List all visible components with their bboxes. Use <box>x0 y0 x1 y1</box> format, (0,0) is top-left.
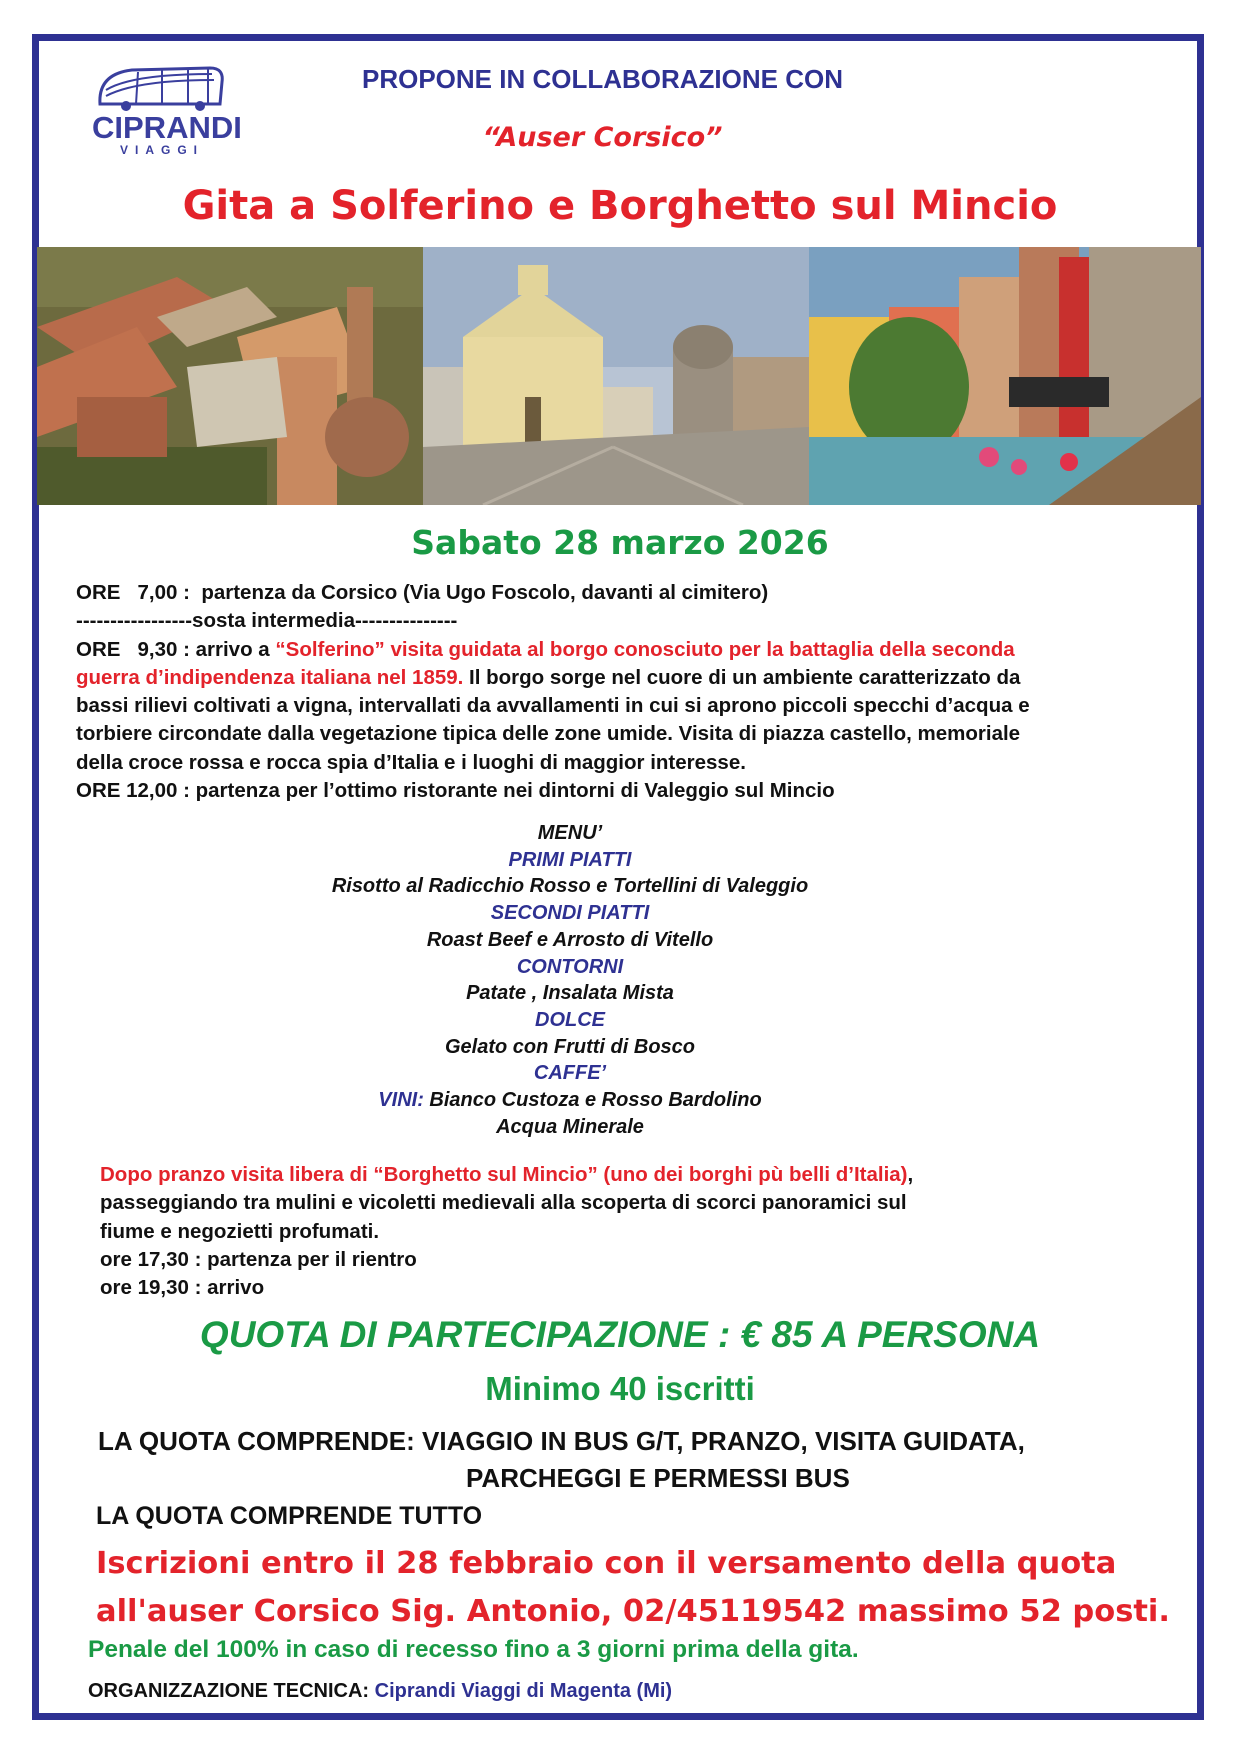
aerial-village-photo <box>37 247 423 505</box>
menu-primi: Risotto al Radicchio Rosso e Tortellini di Valeggio <box>331 875 809 898</box>
afternoon-line-2: passeggiando tra mulini e vicoletti medievali alla scoperta di scorci panoramici sul <box>100 1191 907 1215</box>
menu-acqua: Acqua Minerale <box>496 1115 644 1138</box>
program-line-2: -----------------sosta intermedia--------------- <box>76 609 458 633</box>
program-line-5: bassi rilievi coltivati a vigna, intervallati da avvallamenti in cui si aprono piccoli specchi d’acqua e <box>76 694 1030 718</box>
minimum-participants: Minimo 40 iscritti <box>485 1370 755 1407</box>
cancellation-penalty: Penale del 100% in caso di recesso fino a 3 giorni prima della gita. <box>88 1636 859 1663</box>
program-line-4 <box>76 664 1196 692</box>
menu-dolce: Gelato con Frutti di Bosco <box>444 1035 695 1058</box>
trip-title: Gita a Solferino e Borghetto sul Mincio <box>182 183 1058 229</box>
propone-heading: PROPONE IN COLLABORAZIONE CON <box>361 64 843 94</box>
ciprandi-logo <box>92 60 242 157</box>
program-line-6: torbiere circondate dalla vegetazione tipica delle zone umide. Visita di piazza castello, memoriale <box>76 722 1021 746</box>
program-line-1: ORE 7,00 : partenza da Corsico (Via Ugo Foscolo, davanti al cimitero) <box>76 581 769 604</box>
trip-date: Sabato 28 marzo 2026 <box>411 523 829 562</box>
bus-icon <box>92 60 232 112</box>
registration-line-2: all'auser Corsico Sig. Antonio, 02/45119542 massimo 52 posti. <box>96 1594 1170 1629</box>
menu-caffe-label: CAFFE’ <box>533 1062 607 1085</box>
menu-contorni-label: CONTORNI <box>516 955 624 978</box>
afternoon-line-5: ore 19,30 : arrivo <box>100 1276 265 1300</box>
afternoon-line-1-highlight: Dopo pranzo visita libera di “Borghetto sul Mincio” (uno dei borghi pù belli d’Italia) <box>100 1163 908 1186</box>
afternoon-line-3: fiume e negozietti profumati. <box>100 1219 380 1243</box>
borghetto-canal-photo <box>809 247 1201 505</box>
price-heading: QUOTA DI PARTECIPAZIONE : € 85 A PERSONA <box>199 1314 1041 1355</box>
menu-secondi: Roast Beef e Arrosto di Vitello <box>426 928 714 951</box>
logo-sub: VIAGGI <box>119 143 204 157</box>
program-text <box>76 579 1196 805</box>
menu-vini-label: VINI: <box>378 1089 424 1112</box>
menu-primi-label: PRIMI PIATTI <box>508 848 632 871</box>
afternoon-text <box>100 1161 1200 1302</box>
program-line-4-rest: Il borgo sorge nel cuore di un ambiente caratterizzato da <box>463 665 1021 689</box>
partner-name: “Auser Corsico” <box>482 122 723 153</box>
menu-vini: Bianco Custoza e Rosso Bardolino <box>423 1089 762 1112</box>
includes-all: LA QUOTA COMPRENDE TUTTO <box>96 1502 483 1530</box>
church-square-photo <box>423 247 809 505</box>
menu-secondi-label: SECONDI PIATTI <box>490 902 650 925</box>
menu-contorni: Patate , Insalata Mista <box>466 982 674 1005</box>
technical-organization <box>88 1680 672 1703</box>
program-line-8: ORE 12,00 : partenza per l’ottimo ristorante nei dintorni di Valeggio sul Mincio <box>76 779 835 803</box>
menu-dolce-label: DOLCE <box>535 1008 605 1031</box>
logo-name: CIPRANDI <box>92 110 242 145</box>
includes-line-1: LA QUOTA COMPRENDE: VIAGGIO IN BUS G/T, PRANZO, VISITA GUIDATA, <box>98 1426 1025 1456</box>
program-line-7: della croce rossa e rocca spia d’Italia e i luoghi di maggior interesse. <box>76 750 746 774</box>
menu-title: MENU’ <box>537 822 603 844</box>
program-line-3 <box>76 636 1196 664</box>
afternoon-line-4: ore 17,30 : partenza per il rientro <box>100 1247 417 1271</box>
program-line-3-prefix: ORE 9,30 : arrivo a <box>76 637 276 661</box>
registration-line-1: Iscrizioni entro il 28 febbraio con il versamento della quota <box>96 1546 1117 1581</box>
program-line-3-highlight: “Solferino” visita guidata al borgo conosciuto per la battaglia della seconda <box>275 637 1015 661</box>
photo-strip <box>37 247 1201 505</box>
organization-label: ORGANIZZAZIONE TECNICA: <box>88 1680 370 1702</box>
program-line-4-highlight: guerra d’indipendenza italiana nel 1859. <box>76 665 464 689</box>
afternoon-line-1-rest: , <box>907 1163 914 1186</box>
menu-vini-line <box>240 1087 900 1114</box>
organization-value: Ciprandi Viaggi di Magenta (Mi) <box>369 1680 673 1702</box>
afternoon-line-1 <box>100 1161 1200 1189</box>
menu-block <box>240 820 900 1140</box>
includes-line-2: PARCHEGGI E PERMESSI BUS <box>466 1463 850 1493</box>
registration-info <box>96 1540 1206 1636</box>
